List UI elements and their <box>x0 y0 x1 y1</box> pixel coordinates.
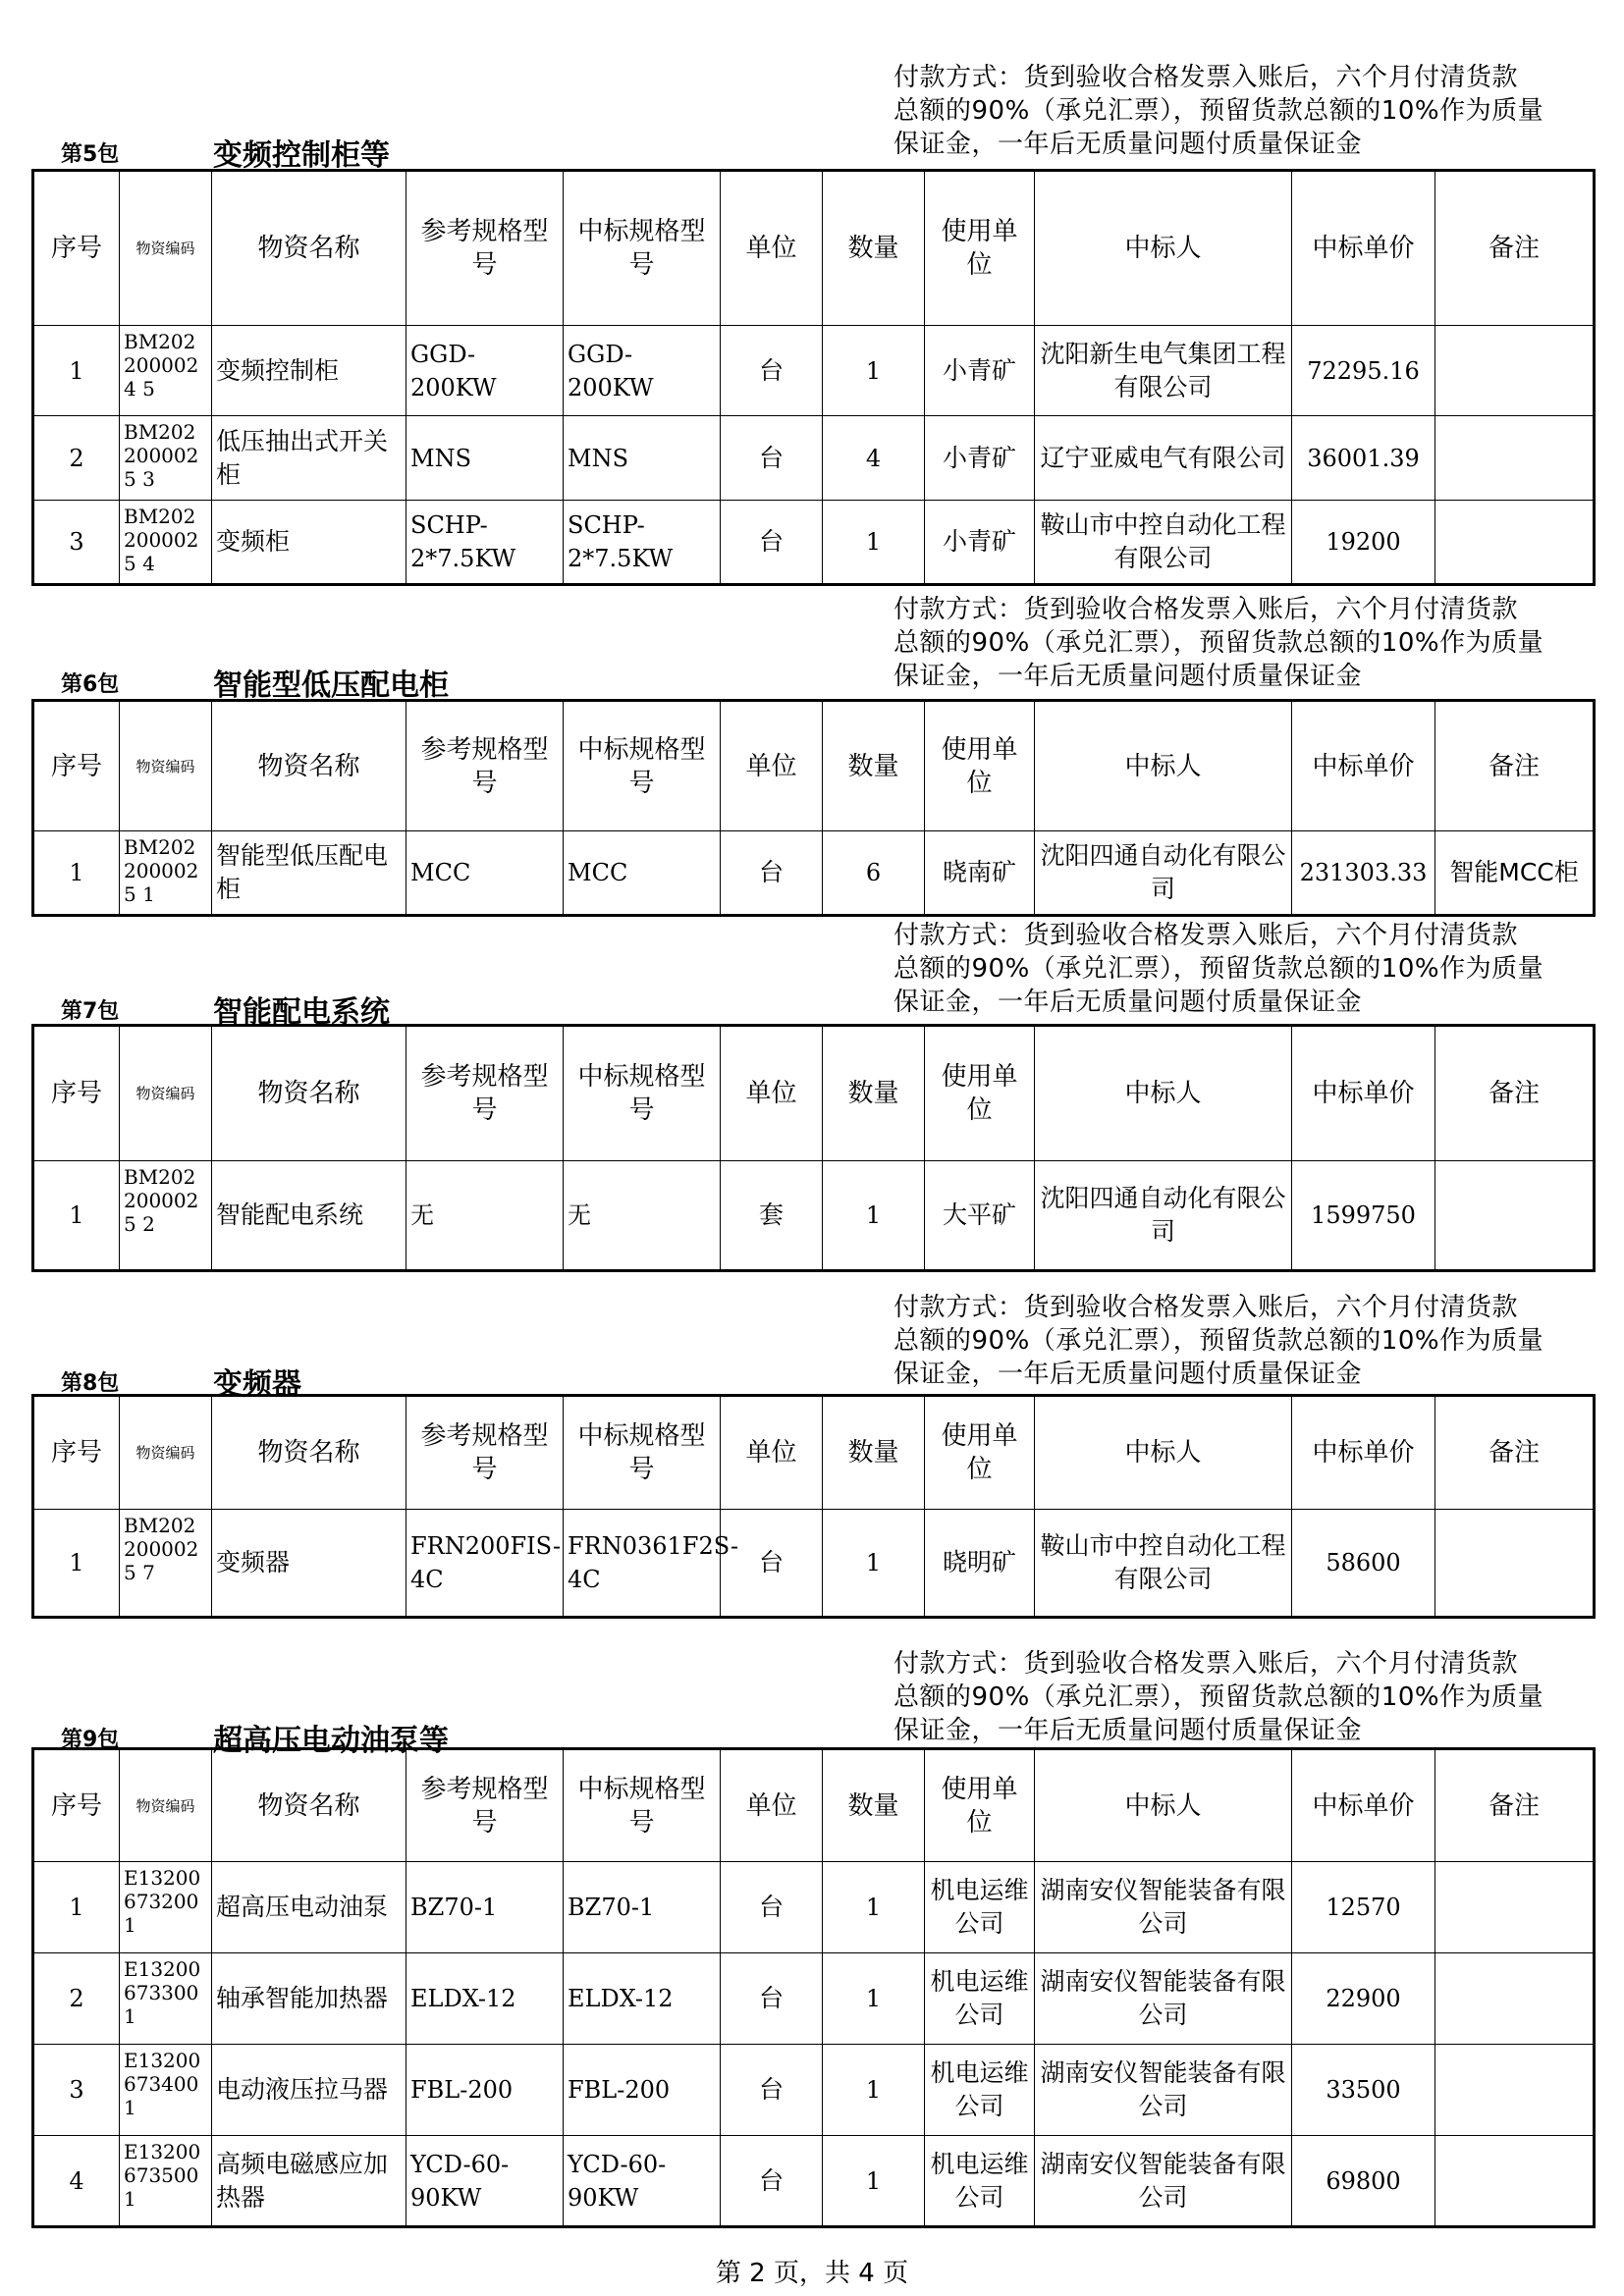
package-table <box>31 169 1596 586</box>
cell-user: 小青矿 <box>925 501 1035 585</box>
cell-qty: 1 <box>823 1510 925 1618</box>
table-row <box>33 1161 1595 1271</box>
cell-code: BM2022000025 1 <box>120 831 212 916</box>
cell-unit: 台 <box>721 1510 823 1618</box>
cell-remark <box>1435 1953 1595 2045</box>
cell-qty: 1 <box>823 501 925 585</box>
cell-seq: 3 <box>33 2045 120 2136</box>
column-header-unit: 单位 <box>721 1396 823 1510</box>
cell-qty: 1 <box>823 1161 925 1271</box>
package-label: 第9包 <box>61 1728 120 1752</box>
payment-terms-line: 付款方式：货到验收合格发票入账后，六个月付清货款 <box>893 1649 1519 1679</box>
column-header-name: 物资名称 <box>212 701 406 831</box>
cell-winner: 沈阳新生电气集团工程有限公司 <box>1035 326 1292 416</box>
cell-name: 低压抽出式开关柜 <box>212 416 406 501</box>
cell-price: 231303.33 <box>1292 831 1435 916</box>
cell-ref-spec: MCC <box>406 831 564 916</box>
cell-bid-spec: 无 <box>564 1161 721 1271</box>
cell-user: 晓明矿 <box>925 1510 1035 1618</box>
cell-name: 变频器 <box>212 1510 406 1618</box>
cell-bid-spec: FRN0361F2S-4C <box>564 1510 721 1618</box>
cell-seq: 2 <box>33 1953 120 2045</box>
cell-remark <box>1435 2136 1595 2227</box>
column-header-price: 中标单价 <box>1292 1026 1435 1161</box>
cell-name: 变频控制柜 <box>212 326 406 416</box>
payment-terms-line: 保证金，一年后无质量问题付质量保证金 <box>893 988 1363 1017</box>
cell-seq: 1 <box>33 1862 120 1953</box>
cell-winner: 湖南安仪智能装备有限公司 <box>1035 2136 1292 2227</box>
cell-ref-spec: GGD-200KW <box>406 326 564 416</box>
cell-ref-spec: SCHP-2*7.5KW <box>406 501 564 585</box>
cell-code: BM2022000025 7 <box>120 1510 212 1618</box>
cell-price: 1599750 <box>1292 1161 1435 1271</box>
cell-code: E13200673300 1 <box>120 1953 212 2045</box>
column-header-winner: 中标人 <box>1035 171 1292 326</box>
package-title: 智能配电系统 <box>213 995 390 1030</box>
table-header-row <box>33 1396 1595 1510</box>
table-row <box>33 2136 1595 2227</box>
column-header-bid-spec: 中标规格型号 <box>564 1026 721 1161</box>
column-header-seq: 序号 <box>33 1749 120 1862</box>
cell-winner: 鞍山市中控自动化工程有限公司 <box>1035 501 1292 585</box>
cell-remark <box>1435 501 1595 585</box>
cell-unit: 台 <box>721 416 823 501</box>
cell-qty: 1 <box>823 2136 925 2227</box>
cell-remark <box>1435 1510 1595 1618</box>
column-header-remark: 备注 <box>1435 1749 1595 1862</box>
cell-unit: 台 <box>721 326 823 416</box>
payment-terms <box>893 61 1593 161</box>
column-header-qty: 数量 <box>823 171 925 326</box>
column-header-code: 物资编码 <box>120 171 212 326</box>
column-header-bid-spec: 中标规格型号 <box>564 701 721 831</box>
cell-unit: 套 <box>721 1161 823 1271</box>
column-header-user: 使用单位 <box>925 1026 1035 1161</box>
cell-qty: 1 <box>823 326 925 416</box>
package-label: 第5包 <box>61 142 120 167</box>
cell-winner: 沈阳四通自动化有限公司 <box>1035 831 1292 916</box>
table-row <box>33 831 1595 916</box>
cell-price: 72295.16 <box>1292 326 1435 416</box>
cell-user: 小青矿 <box>925 326 1035 416</box>
cell-code: E13200673500 1 <box>120 2136 212 2227</box>
table-header-row <box>33 1749 1595 1862</box>
column-header-ref-spec: 参考规格型号 <box>406 1749 564 1862</box>
cell-remark: 智能MCC柜 <box>1435 831 1595 916</box>
cell-bid-spec: GGD-200KW <box>564 326 721 416</box>
payment-terms <box>893 919 1593 1019</box>
package-title: 智能型低压配电柜 <box>213 668 449 703</box>
column-header-seq: 序号 <box>33 701 120 831</box>
cell-name: 高频电磁感应加热器 <box>212 2136 406 2227</box>
column-header-winner: 中标人 <box>1035 1749 1292 1862</box>
cell-ref-spec: BZ70-1 <box>406 1862 564 1953</box>
cell-winner: 湖南安仪智能装备有限公司 <box>1035 2045 1292 2136</box>
cell-name: 变频柜 <box>212 501 406 585</box>
cell-code: BM2022000025 3 <box>120 416 212 501</box>
cell-price: 58600 <box>1292 1510 1435 1618</box>
cell-seq: 1 <box>33 326 120 416</box>
package-label: 第6包 <box>61 672 120 697</box>
column-header-name: 物资名称 <box>212 1026 406 1161</box>
cell-user: 小青矿 <box>925 416 1035 501</box>
payment-terms-line: 总额的90%（承兑汇票），预留货款总额的10%作为质量 <box>893 628 1544 658</box>
cell-unit: 台 <box>721 1862 823 1953</box>
payment-terms-line: 总额的90%（承兑汇票），预留货款总额的10%作为质量 <box>893 1326 1544 1356</box>
column-header-qty: 数量 <box>823 701 925 831</box>
cell-qty: 1 <box>823 2045 925 2136</box>
column-header-bid-spec: 中标规格型号 <box>564 1749 721 1862</box>
table-row <box>33 1862 1595 1953</box>
column-header-unit: 单位 <box>721 701 823 831</box>
package-table <box>31 699 1596 917</box>
cell-user: 机电运维公司 <box>925 2045 1035 2136</box>
column-header-remark: 备注 <box>1435 701 1595 831</box>
cell-price: 33500 <box>1292 2045 1435 2136</box>
column-header-unit: 单位 <box>721 171 823 326</box>
cell-seq: 2 <box>33 416 120 501</box>
cell-winner: 鞍山市中控自动化工程有限公司 <box>1035 1510 1292 1618</box>
cell-ref-spec: FBL-200 <box>406 2045 564 2136</box>
cell-bid-spec: ELDX-12 <box>564 1953 721 2045</box>
column-header-name: 物资名称 <box>212 1749 406 1862</box>
table-header-row <box>33 171 1595 326</box>
column-header-code: 物资编码 <box>120 701 212 831</box>
cell-qty: 1 <box>823 1862 925 1953</box>
package-label: 第8包 <box>61 1371 120 1396</box>
column-header-name: 物资名称 <box>212 171 406 326</box>
payment-terms-line: 付款方式：货到验收合格发票入账后，六个月付清货款 <box>893 1293 1519 1322</box>
column-header-code: 物资编码 <box>120 1749 212 1862</box>
column-header-name: 物资名称 <box>212 1396 406 1510</box>
column-header-unit: 单位 <box>721 1749 823 1862</box>
cell-unit: 台 <box>721 2045 823 2136</box>
cell-name: 智能型低压配电柜 <box>212 831 406 916</box>
table-row <box>33 1510 1595 1618</box>
column-header-qty: 数量 <box>823 1026 925 1161</box>
cell-name: 轴承智能加热器 <box>212 1953 406 2045</box>
cell-user: 机电运维公司 <box>925 2136 1035 2227</box>
cell-bid-spec: FBL-200 <box>564 2045 721 2136</box>
package-table <box>31 1747 1596 2228</box>
cell-winner: 湖南安仪智能装备有限公司 <box>1035 1862 1292 1953</box>
payment-terms-line: 总额的90%（承兑汇票），预留货款总额的10%作为质量 <box>893 954 1544 984</box>
cell-bid-spec: SCHP-2*7.5KW <box>564 501 721 585</box>
payment-terms <box>893 1647 1593 1747</box>
table-row <box>33 416 1595 501</box>
cell-qty: 1 <box>823 1953 925 2045</box>
cell-price: 36001.39 <box>1292 416 1435 501</box>
cell-price: 12570 <box>1292 1862 1435 1953</box>
cell-bid-spec: YCD-60-90KW <box>564 2136 721 2227</box>
column-header-code: 物资编码 <box>120 1396 212 1510</box>
payment-terms-line: 保证金，一年后无质量问题付质量保证金 <box>893 662 1363 691</box>
column-header-bid-spec: 中标规格型号 <box>564 1396 721 1510</box>
payment-terms-line: 总额的90%（承兑汇票），预留货款总额的10%作为质量 <box>893 96 1544 126</box>
column-header-ref-spec: 参考规格型号 <box>406 1026 564 1161</box>
cell-remark <box>1435 2045 1595 2136</box>
package-table <box>31 1024 1596 1272</box>
cell-code: E13200673200 1 <box>120 1862 212 1953</box>
column-header-user: 使用单位 <box>925 1396 1035 1510</box>
cell-ref-spec: MNS <box>406 416 564 501</box>
cell-ref-spec: ELDX-12 <box>406 1953 564 2045</box>
cell-seq: 4 <box>33 2136 120 2227</box>
cell-code: BM2022000024 5 <box>120 326 212 416</box>
column-header-winner: 中标人 <box>1035 1026 1292 1161</box>
cell-seq: 1 <box>33 1161 120 1271</box>
column-header-user: 使用单位 <box>925 701 1035 831</box>
table-row <box>33 1953 1595 2045</box>
package-title: 变频器 <box>213 1367 301 1402</box>
cell-remark <box>1435 1161 1595 1271</box>
cell-winner: 辽宁亚威电气有限公司 <box>1035 416 1292 501</box>
cell-unit: 台 <box>721 2136 823 2227</box>
table-row <box>33 501 1595 585</box>
payment-terms-line: 保证金，一年后无质量问题付质量保证金 <box>893 1360 1363 1389</box>
column-header-seq: 序号 <box>33 1396 120 1510</box>
cell-qty: 6 <box>823 831 925 916</box>
cell-remark <box>1435 416 1595 501</box>
payment-terms <box>893 1291 1593 1391</box>
column-header-user: 使用单位 <box>925 1749 1035 1862</box>
column-header-user: 使用单位 <box>925 171 1035 326</box>
column-header-remark: 备注 <box>1435 171 1595 326</box>
table-header-row <box>33 1026 1595 1161</box>
cell-remark <box>1435 326 1595 416</box>
cell-seq: 1 <box>33 831 120 916</box>
cell-bid-spec: MCC <box>564 831 721 916</box>
payment-terms-line: 保证金，一年后无质量问题付质量保证金 <box>893 1716 1363 1745</box>
column-header-qty: 数量 <box>823 1396 925 1510</box>
column-header-unit: 单位 <box>721 1026 823 1161</box>
cell-user: 机电运维公司 <box>925 1862 1035 1953</box>
cell-ref-spec: FRN200FIS-4C <box>406 1510 564 1618</box>
column-header-remark: 备注 <box>1435 1026 1595 1161</box>
payment-terms <box>893 593 1593 693</box>
column-header-bid-spec: 中标规格型号 <box>564 171 721 326</box>
column-header-price: 中标单价 <box>1292 701 1435 831</box>
table-header-row <box>33 701 1595 831</box>
payment-terms-line: 付款方式：货到验收合格发票入账后，六个月付清货款 <box>893 63 1519 92</box>
column-header-winner: 中标人 <box>1035 701 1292 831</box>
package-title: 超高压电动油泵等 <box>213 1724 449 1758</box>
cell-seq: 1 <box>33 1510 120 1618</box>
cell-ref-spec: YCD-60-90KW <box>406 2136 564 2227</box>
page-footer: 第 2 页，共 4 页 <box>715 2259 909 2288</box>
package-title: 变频控制柜等 <box>213 138 390 173</box>
cell-user: 大平矿 <box>925 1161 1035 1271</box>
cell-name: 超高压电动油泵 <box>212 1862 406 1953</box>
cell-qty: 4 <box>823 416 925 501</box>
cell-code: E13200673400 1 <box>120 2045 212 2136</box>
cell-winner: 沈阳四通自动化有限公司 <box>1035 1161 1292 1271</box>
cell-user: 晓南矿 <box>925 831 1035 916</box>
cell-name: 智能配电系统 <box>212 1161 406 1271</box>
table-row <box>33 2045 1595 2136</box>
column-header-ref-spec: 参考规格型号 <box>406 701 564 831</box>
table-row <box>33 326 1595 416</box>
cell-winner: 湖南安仪智能装备有限公司 <box>1035 1953 1292 2045</box>
column-header-price: 中标单价 <box>1292 171 1435 326</box>
column-header-price: 中标单价 <box>1292 1396 1435 1510</box>
package-table <box>31 1394 1596 1619</box>
column-header-ref-spec: 参考规格型号 <box>406 171 564 326</box>
cell-code: BM2022000025 4 <box>120 501 212 585</box>
cell-user: 机电运维公司 <box>925 1953 1035 2045</box>
cell-price: 69800 <box>1292 2136 1435 2227</box>
cell-unit: 台 <box>721 831 823 916</box>
cell-remark <box>1435 1862 1595 1953</box>
column-header-remark: 备注 <box>1435 1396 1595 1510</box>
payment-terms-line: 付款方式：货到验收合格发票入账后，六个月付清货款 <box>893 595 1519 624</box>
payment-terms-line: 保证金，一年后无质量问题付质量保证金 <box>893 130 1363 159</box>
column-header-seq: 序号 <box>33 171 120 326</box>
column-header-price: 中标单价 <box>1292 1749 1435 1862</box>
payment-terms-line: 付款方式：货到验收合格发票入账后，六个月付清货款 <box>893 921 1519 950</box>
cell-unit: 台 <box>721 501 823 585</box>
column-header-ref-spec: 参考规格型号 <box>406 1396 564 1510</box>
cell-price: 22900 <box>1292 1953 1435 2045</box>
cell-bid-spec: MNS <box>564 416 721 501</box>
cell-ref-spec: 无 <box>406 1161 564 1271</box>
cell-bid-spec: BZ70-1 <box>564 1862 721 1953</box>
column-header-seq: 序号 <box>33 1026 120 1161</box>
cell-code: BM2022000025 2 <box>120 1161 212 1271</box>
column-header-winner: 中标人 <box>1035 1396 1292 1510</box>
cell-seq: 3 <box>33 501 120 585</box>
package-label: 第7包 <box>61 999 120 1024</box>
cell-price: 19200 <box>1292 501 1435 585</box>
payment-terms-line: 总额的90%（承兑汇票），预留货款总额的10%作为质量 <box>893 1682 1544 1712</box>
cell-unit: 台 <box>721 1953 823 2045</box>
column-header-code: 物资编码 <box>120 1026 212 1161</box>
cell-name: 电动液压拉马器 <box>212 2045 406 2136</box>
column-header-qty: 数量 <box>823 1749 925 1862</box>
